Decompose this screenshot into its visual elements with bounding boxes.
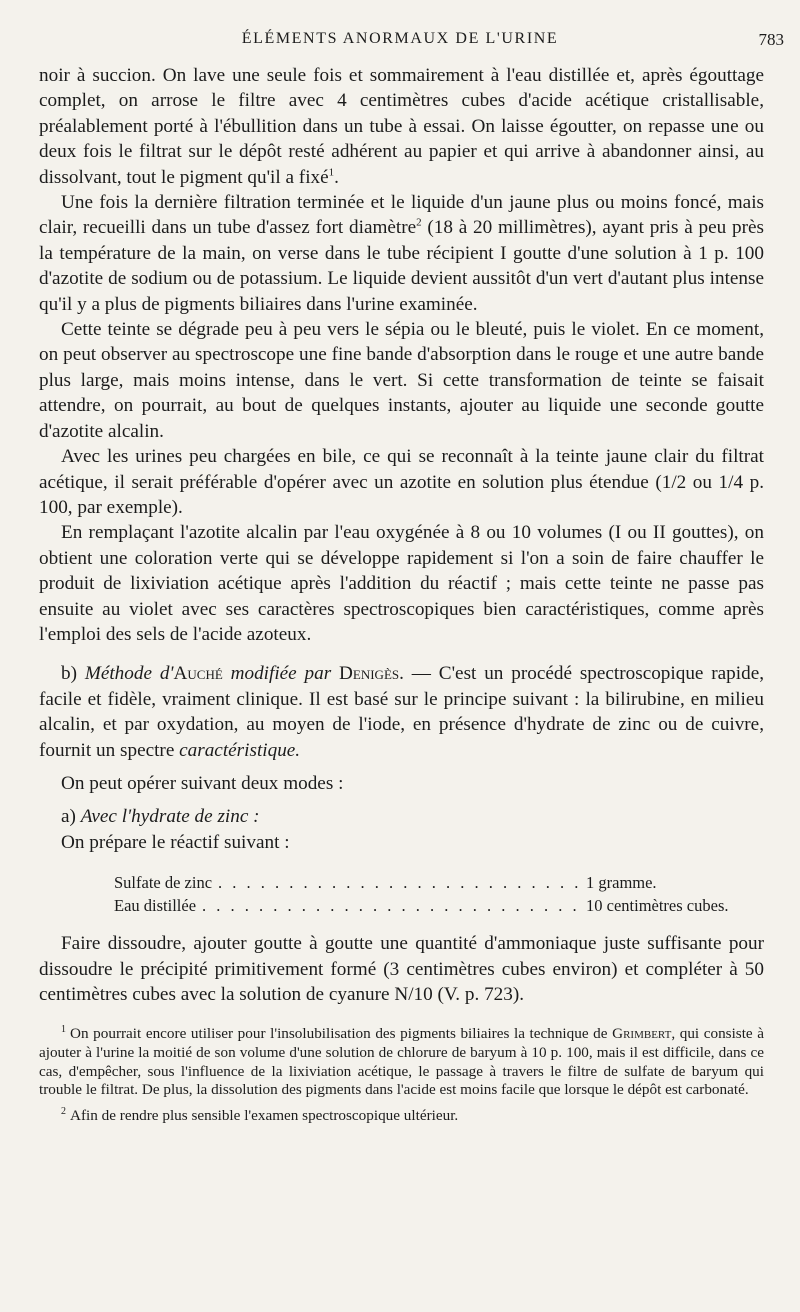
- page-body: [39, 63, 764, 1132]
- author-grimbert: Grimbert: [612, 1025, 672, 1043]
- paragraph-text: caractéristique.: [179, 739, 301, 761]
- method-label: b): [61, 663, 85, 685]
- page-number: 783: [758, 30, 784, 49]
- footnote-1: [39, 1025, 764, 1099]
- ingredient-name: Eau distillée: [114, 896, 197, 916]
- method-title: modifiée par: [222, 663, 340, 685]
- author-deniges: Denigès: [339, 663, 400, 685]
- paragraph-text: . — C'est un procédé spectroscopique rapide, facile et fidèle, vraiment clinique. Il est basé sur le principe suivant : la bilirubine, en milieu alcalin, et par oxydation, au moyen de l'iode, en présence d'hydrate de zinc ou de cuivre, fournit un spectre: [39, 663, 765, 761]
- paragraph-two-modes: On peut opérer suivant deux modes :: [61, 772, 344, 794]
- paragraph-last-filtration: [39, 190, 764, 317]
- paragraph-dissolve: Faire dissoudre, ajouter goutte à goutte une quantité d'ammoniaque juste suffisante pour dissoudre le précipité primitivement formé (3 centimètres cubes environ) et compléter à 50 centimètres cubes avec la solution de cyanure N/10 (V. p. 723).: [39, 933, 764, 1005]
- footnote-marker: 2: [61, 1105, 66, 1117]
- paragraph-method-auche: [39, 661, 764, 763]
- footnotes: [39, 1025, 764, 1125]
- reagent-recipe: [114, 871, 754, 917]
- recipe-row: [114, 871, 754, 894]
- footnote-ref-2: 2: [416, 217, 422, 230]
- paragraph-text: .: [334, 166, 339, 188]
- paragraph-text: (18 à 20 millimètres), ayant pris à peu près la température de la main, on verse dans le tube récipient I goutte d'une solution à 1 p. 100 d'azotite de sodium ou de potassium. Le liquide devient aussitôt d'un vert d'autant plus intense qu'il y a plus de pigments biliaires dans l'urine examinée.: [39, 217, 764, 315]
- dot-leader: [202, 894, 580, 917]
- footnote-2: [39, 1107, 764, 1126]
- footnote-text: Afin de rendre plus sensible l'examen spectroscopique ultérieur.: [70, 1106, 459, 1124]
- paragraph-text: noir à succion. On lave une seule fois et sommairement à l'eau distillée et, après égouttage complet, on arrose le filtre avec 4 centimètres cubes d'acide acétique cristallisable, préalablement porté à l'ébullition dans un tube à essai. On laisse égoutter, on repasse une ou deux fois le filtrat sur le dépôt resté adhérent au papier et qui arrive à abandonner ainsi, au dissolvant, tout le pigment qu'il a fixé: [39, 65, 764, 188]
- paragraph-text: Une fois la dernière filtration terminée et le liquide d'un jaune plus ou moins foncé, mais clair, recueilli dans un tube d'assez fort diamètre: [39, 192, 764, 239]
- paragraph-reagent-intro: On prépare le réactif suivant :: [61, 831, 290, 853]
- ingredient-amount: 10 centimètres cubes.: [586, 896, 729, 916]
- ingredient-amount: 1 gramme.: [586, 873, 657, 893]
- page-header: [0, 30, 800, 54]
- paragraph-low-bile: Avec les urines peu chargées en bile, ce qui se reconnaît à la teinte jaune clair du filtrat acétique, il serait préférable d'opérer avec un azotite en solution plus étendue (1/2 ou 1/4 p. 100, par exemple).: [39, 446, 764, 518]
- dot-leader: [218, 871, 580, 894]
- footnote-text: On pourrait encore utiliser pour l'insolubilisation des pigments biliaires la technique de: [70, 1025, 613, 1043]
- footnote-ref-1: 1: [328, 166, 335, 179]
- subheading-title: Avec l'hydrate de zinc :: [80, 806, 260, 828]
- paragraph-filtration-intro: [39, 63, 764, 190]
- method-title: Méthode d': [84, 663, 174, 685]
- paragraph-peroxide: En remplaçant l'azotite alcalin par l'eau oxygénée à 8 ou 10 volumes (I ou II gouttes), on obtient une coloration verte qui se développe rapidement si l'on a soin de faire chauffer le produit de lixiviation acétique après l'addition du réactif ; mais cette teinte ne passe pas ensuite au violet avec ses caractères spectroscopiques bien caractéristiques, comme après l'emploi des sels de l'acide azoteux.: [39, 522, 764, 645]
- running-title: ÉLÉMENTS ANORMAUX DE L'URINE: [241, 30, 559, 47]
- footnote-marker: 1: [61, 1024, 66, 1036]
- subheading-label: a): [61, 806, 81, 828]
- footnote-text: , qui consiste à ajouter à l'urine la moitié de son volume d'une solution de chlorure de baryum à 10 p. 100, mais il est difficile, dans ce cas, d'empêcher, sous l'influence de la lixiviation acétique, le passage à travers le filtre de sulfate de baryum qui trouble le filtrat. De plus, la dissolution des pigments dans l'acide est moins facile que lorsque le dépôt est carbonaté.: [39, 1025, 764, 1099]
- ingredient-name: Sulfate de zinc: [114, 873, 213, 893]
- author-auche: Auché: [173, 663, 223, 685]
- recipe-row: [114, 894, 754, 917]
- paragraph-color-change: Cette teinte se dégrade peu à peu vers le sépia ou le bleuté, puis le violet. En ce moment, on peut observer au spectroscope une fine bande d'absorption dans le rouge et une autre bande plus large, mais moins intense, dans le vert. Si cette transformation de teinte se faisait attendre, on pourrait, au bout de quelques instants, ajouter au liquide une seconde goutte d'azotite alcalin.: [39, 319, 764, 442]
- subheading-zinc: [39, 804, 764, 829]
